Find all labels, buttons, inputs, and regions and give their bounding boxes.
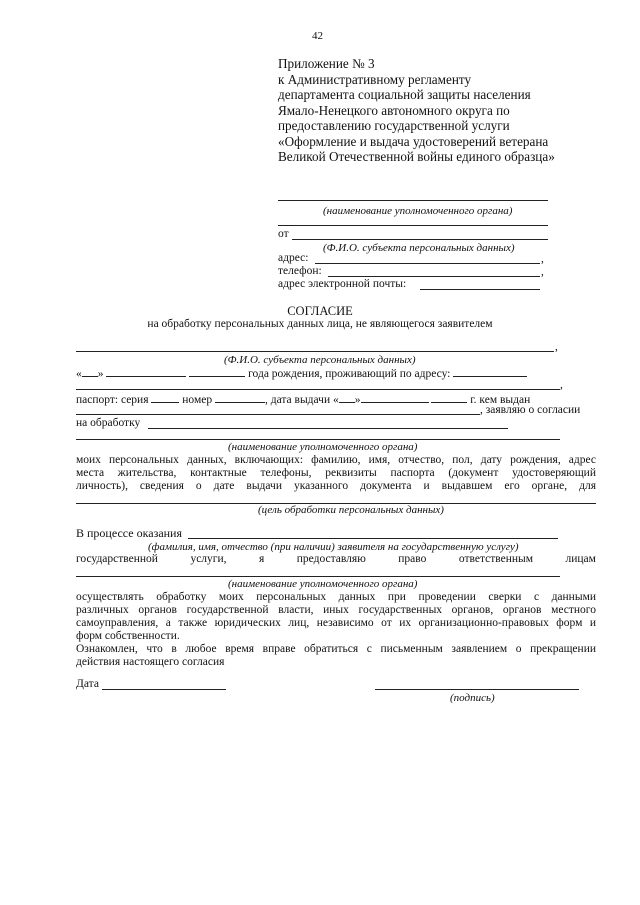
appendix-line: Приложение № 3 [278, 56, 375, 71]
organ-name-line-2[interactable] [278, 225, 548, 226]
processing-line[interactable] [148, 428, 508, 429]
date-label: Дата [76, 678, 99, 690]
final-line-1: осуществлять обработку моих персональных данных при проведении сверки с данными [76, 591, 596, 603]
birth-month-field[interactable] [106, 366, 186, 377]
organ-name-caption: (наименование уполномоченного органа) [323, 205, 513, 217]
issued-by-line[interactable] [76, 414, 480, 415]
passport-line [76, 392, 530, 407]
appendix-line: департамента социальной защиты населения [278, 87, 531, 102]
service-word: ответственным [458, 553, 534, 565]
organ-line-body[interactable] [76, 439, 560, 440]
issue-year-field[interactable] [431, 392, 467, 403]
passport-series-field[interactable] [151, 392, 179, 403]
birth-address-field[interactable] [453, 366, 527, 377]
organ-caption-body: (наименование уполномоченного органа) [228, 441, 418, 453]
appendix-line: «Оформление и выдача удостоверений ветерана [278, 133, 549, 149]
address-line-body[interactable] [76, 389, 560, 390]
date-line[interactable] [102, 689, 226, 690]
organ-name-line[interactable] [278, 200, 548, 201]
quote-open: « [76, 368, 82, 380]
email-label: адрес электронной почты: [278, 278, 407, 290]
issue-day-field[interactable] [339, 392, 355, 403]
from-label: от [278, 228, 289, 240]
address-comma: , [541, 253, 544, 265]
purpose-caption: (цель обработки персональных данных) [258, 504, 444, 516]
personal-data-line-1: моих персональных данных, включающих: фамилию, имя, отчество, пол, дату рождения, адрес [76, 454, 596, 466]
service-word: я [259, 553, 265, 565]
service-word: лицам [565, 553, 596, 565]
page-number: 42 [312, 30, 323, 42]
issue-date-close: » [354, 394, 361, 406]
phone-label: телефон: [278, 265, 322, 277]
service-word: право [398, 553, 427, 565]
passport-number-field[interactable] [215, 392, 265, 403]
subject-fio-line[interactable] [76, 351, 554, 352]
personal-data-line-3: личность), сведения о дате выдачи указанного документа и выдавшем его органе, для [76, 480, 596, 492]
organ-line-2[interactable] [76, 576, 560, 577]
appendix-line: Великой Отечественной войны единого образца» [278, 149, 555, 164]
service-line [76, 553, 596, 566]
address-body-comma: , [560, 379, 563, 391]
email-line[interactable] [420, 289, 540, 290]
informed-line-1: Ознакомлен, что в любое время вправе обратиться с письменным заявлением о прекращении [76, 643, 596, 655]
document-subtitle: на обработку персональных данных лица, не являющегося заявителем [147, 318, 493, 330]
subject-fio-comma: , [555, 341, 558, 353]
signature-line[interactable] [375, 689, 579, 690]
service-word: предоставляю [296, 553, 366, 565]
quote-close: » [97, 368, 104, 380]
appendix-line: к Административному регламенту [278, 71, 472, 87]
subject-fio-caption: (Ф.И.О. субъекта персональных данных) [224, 354, 416, 366]
from-fio-line[interactable] [292, 239, 548, 240]
processing-label: на обработку [76, 417, 141, 429]
document-title: СОГЛАСИЕ [287, 304, 353, 318]
informed-line-2: действия настоящего согласия [76, 656, 225, 668]
process-line[interactable] [188, 538, 558, 539]
birth-year-field[interactable] [189, 366, 245, 377]
service-word: государственной [76, 553, 158, 565]
appendix-line: Ямало-Ненецкого автономного округа по [278, 102, 510, 118]
final-line-2: различных органов государственной власти, иных государственных органов, органов местного [76, 604, 596, 616]
final-line-3: самоуправления, а также юридических лиц, независимо от их организационно-правовых форм и [76, 617, 596, 629]
consent-text: , заявляю о согласии [480, 404, 581, 416]
phone-line[interactable] [328, 276, 540, 277]
address-label: адрес: [278, 252, 309, 264]
service-word: услуги, [190, 553, 227, 565]
issue-month-field[interactable] [361, 392, 429, 403]
phone-comma: , [541, 266, 544, 278]
final-line-4: форм собственности. [76, 630, 180, 642]
birth-day-field[interactable] [82, 366, 98, 377]
process-label: В процессе оказания [76, 526, 183, 540]
appendix-line: предоставлению государственной услуги [278, 118, 510, 133]
address-line[interactable] [315, 263, 540, 264]
birth-line [76, 366, 527, 381]
fio-caption: (Ф.И.О. субъекта персональных данных) [323, 242, 515, 254]
appendix-header [278, 56, 555, 165]
organ-caption-2: (наименование уполномоченного органа) [228, 578, 418, 590]
passport-number-label: номер [182, 394, 213, 406]
applicant-caption: (фамилия, имя, отчество (при наличии) заявителя на государственную услугу) [148, 541, 519, 553]
issued-by-label: г. кем выдан [470, 394, 531, 406]
birth-text: года рождения, проживающий по адресу: [248, 368, 451, 380]
signature-caption: (подпись) [450, 692, 495, 704]
passport-series-label: паспорт: серия [76, 394, 149, 406]
personal-data-line-2: места жительства, контактные телефоны, реквизиты паспорта (документ удостоверяющий [76, 467, 596, 479]
issue-date-label: , дата выдачи « [264, 394, 339, 406]
